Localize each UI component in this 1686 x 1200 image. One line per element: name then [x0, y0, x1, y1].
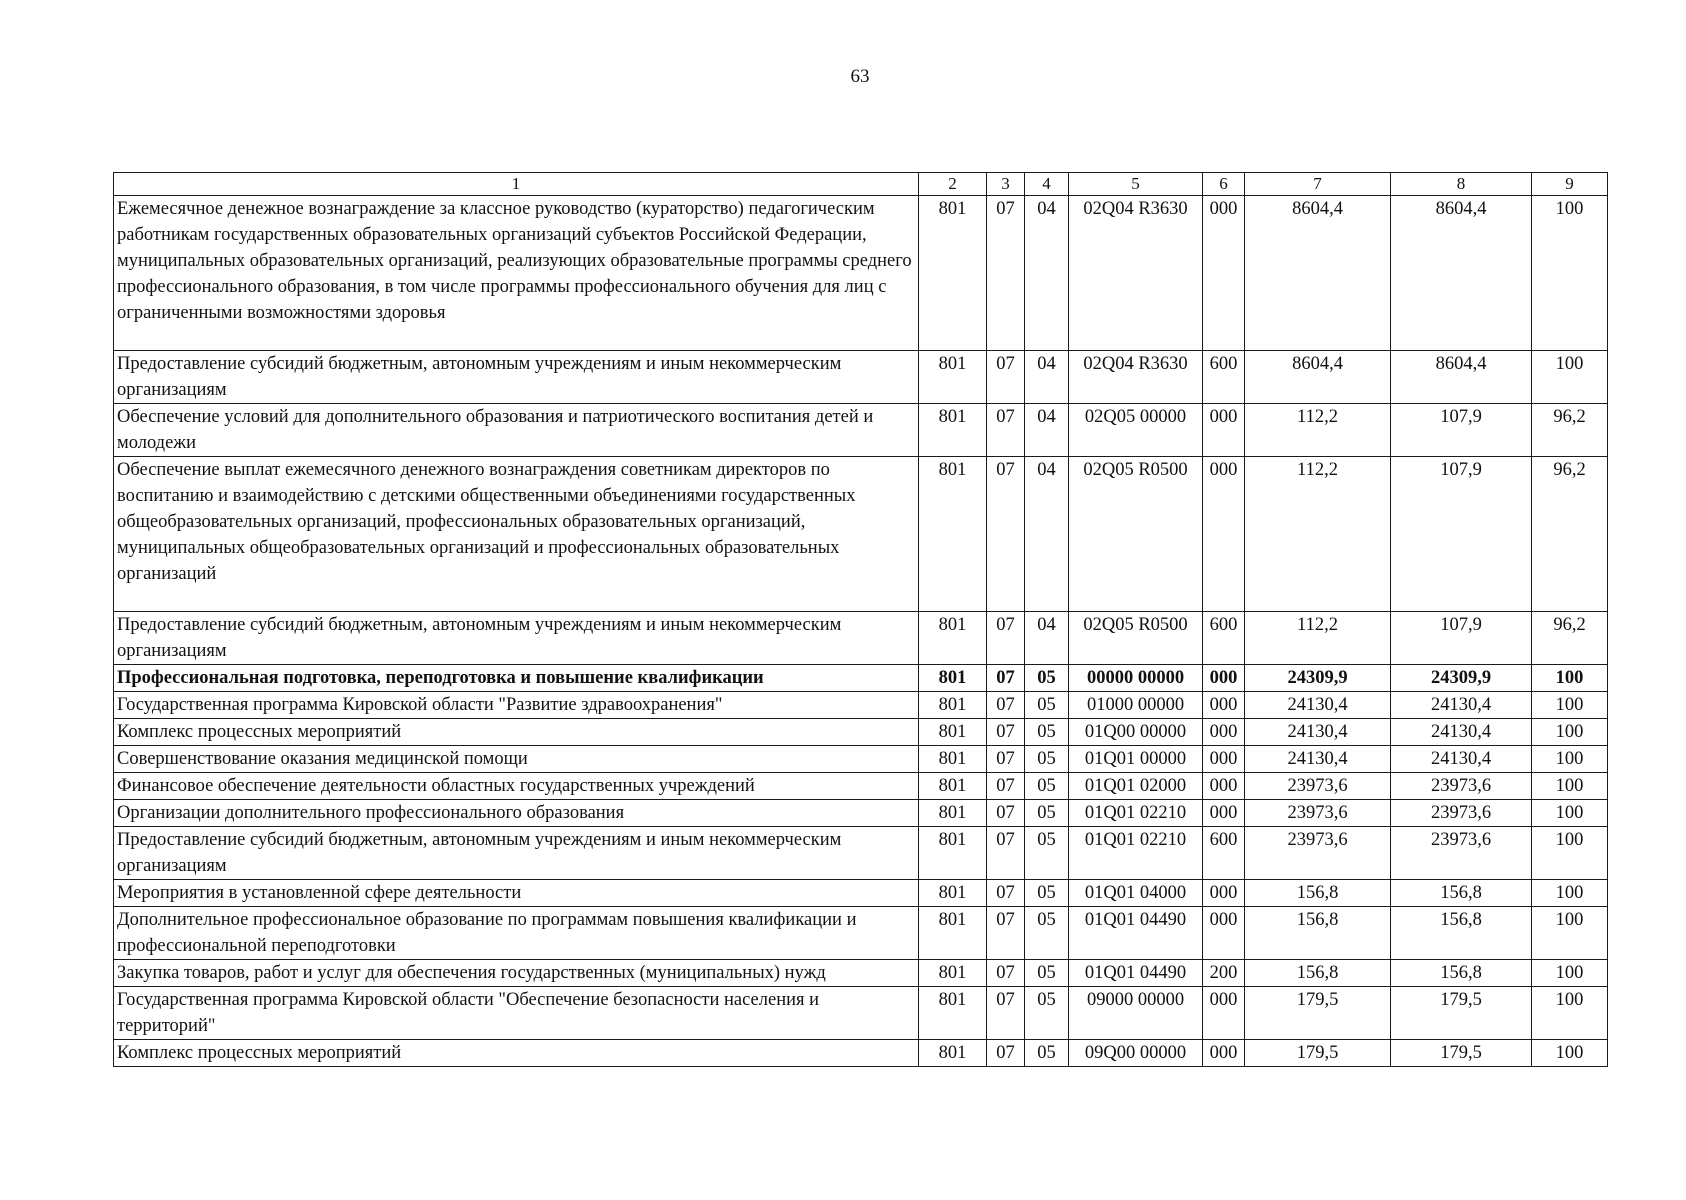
- cell-col9: 100: [1532, 907, 1608, 960]
- cell-col2: 801: [919, 665, 987, 692]
- cell-col8: 156,8: [1391, 960, 1532, 987]
- cell-col6: 000: [1203, 880, 1245, 907]
- row-name: Совершенствование оказания медицинской помощи: [114, 746, 919, 773]
- row-name: Предоставление субсидий бюджетным, автономным учреждениям и иным некоммерческим организациям: [114, 612, 919, 665]
- cell-col4: 04: [1025, 457, 1069, 612]
- row-name: Мероприятия в установленной сфере деятельности: [114, 880, 919, 907]
- cell-col6: 000: [1203, 457, 1245, 612]
- table-row: [114, 800, 1608, 827]
- cell-col4: 05: [1025, 665, 1069, 692]
- cell-col8: 23973,6: [1391, 827, 1532, 880]
- cell-col6: 000: [1203, 907, 1245, 960]
- cell-col4: 04: [1025, 196, 1069, 351]
- cell-col6: 000: [1203, 196, 1245, 351]
- cell-col2: 801: [919, 773, 987, 800]
- cell-col9: 96,2: [1532, 612, 1608, 665]
- cell-col3: 07: [987, 773, 1025, 800]
- cell-col2: 801: [919, 612, 987, 665]
- cell-col3: 07: [987, 692, 1025, 719]
- cell-col9: 100: [1532, 800, 1608, 827]
- row-name: Предоставление субсидий бюджетным, автономным учреждениям и иным некоммерческим организациям: [114, 827, 919, 880]
- cell-col6: 000: [1203, 719, 1245, 746]
- cell-col5: 01Q01 02000: [1069, 773, 1203, 800]
- cell-col5: 01Q01 00000: [1069, 746, 1203, 773]
- page-number: 63: [850, 66, 870, 87]
- cell-col8: 179,5: [1391, 1040, 1532, 1067]
- cell-col7: 156,8: [1245, 960, 1391, 987]
- column-header: 5: [1069, 173, 1203, 196]
- cell-col3: 07: [987, 880, 1025, 907]
- cell-col9: 100: [1532, 351, 1608, 404]
- cell-col9: 100: [1532, 773, 1608, 800]
- cell-col5: 02Q04 R3630: [1069, 351, 1203, 404]
- cell-col3: 07: [987, 987, 1025, 1040]
- cell-col5: 09000 00000: [1069, 987, 1203, 1040]
- cell-col2: 801: [919, 404, 987, 457]
- cell-col7: 112,2: [1245, 612, 1391, 665]
- column-header: 2: [919, 173, 987, 196]
- row-name: Предоставление субсидий бюджетным, автономным учреждениям и иным некоммерческим организациям: [114, 351, 919, 404]
- cell-col6: 000: [1203, 746, 1245, 773]
- cell-col8: 179,5: [1391, 987, 1532, 1040]
- table-row: [114, 719, 1608, 746]
- cell-col3: 07: [987, 196, 1025, 351]
- column-header: 7: [1245, 173, 1391, 196]
- cell-col5: 02Q05 00000: [1069, 404, 1203, 457]
- cell-col4: 05: [1025, 719, 1069, 746]
- table-row: [114, 692, 1608, 719]
- cell-col4: 05: [1025, 746, 1069, 773]
- cell-col8: 107,9: [1391, 457, 1532, 612]
- cell-col4: 04: [1025, 351, 1069, 404]
- cell-col4: 05: [1025, 907, 1069, 960]
- cell-col5: 01000 00000: [1069, 692, 1203, 719]
- table-row: [114, 1040, 1608, 1067]
- cell-col5: 02Q04 R3630: [1069, 196, 1203, 351]
- cell-col4: 05: [1025, 773, 1069, 800]
- cell-col9: 96,2: [1532, 404, 1608, 457]
- cell-col8: 23973,6: [1391, 773, 1532, 800]
- cell-col3: 07: [987, 404, 1025, 457]
- cell-col4: 05: [1025, 987, 1069, 1040]
- cell-col3: 07: [987, 457, 1025, 612]
- table-row: [114, 351, 1608, 404]
- table-row: [114, 827, 1608, 880]
- table-header-row: [114, 173, 1608, 196]
- cell-col5: 09Q00 00000: [1069, 1040, 1203, 1067]
- cell-col7: 24309,9: [1245, 665, 1391, 692]
- cell-col3: 07: [987, 746, 1025, 773]
- cell-col9: 100: [1532, 692, 1608, 719]
- cell-col4: 04: [1025, 612, 1069, 665]
- cell-col9: 100: [1532, 196, 1608, 351]
- cell-col6: 000: [1203, 773, 1245, 800]
- cell-col9: 96,2: [1532, 457, 1608, 612]
- cell-col8: 24130,4: [1391, 746, 1532, 773]
- table-row: [114, 196, 1608, 351]
- table-row: [114, 404, 1608, 457]
- cell-col9: 100: [1532, 665, 1608, 692]
- row-name: Комплекс процессных мероприятий: [114, 719, 919, 746]
- cell-col2: 801: [919, 719, 987, 746]
- cell-col9: 100: [1532, 987, 1608, 1040]
- cell-col8: 8604,4: [1391, 196, 1532, 351]
- cell-col7: 156,8: [1245, 880, 1391, 907]
- cell-col3: 07: [987, 665, 1025, 692]
- table-row: [114, 987, 1608, 1040]
- cell-col7: 8604,4: [1245, 196, 1391, 351]
- table-row: [114, 880, 1608, 907]
- cell-col9: 100: [1532, 719, 1608, 746]
- cell-col3: 07: [987, 612, 1025, 665]
- cell-col2: 801: [919, 880, 987, 907]
- cell-col7: 156,8: [1245, 907, 1391, 960]
- cell-col5: 01Q00 00000: [1069, 719, 1203, 746]
- cell-col2: 801: [919, 800, 987, 827]
- cell-col3: 07: [987, 907, 1025, 960]
- cell-col8: 156,8: [1391, 880, 1532, 907]
- cell-col4: 04: [1025, 404, 1069, 457]
- table-row: [114, 907, 1608, 960]
- row-name: Государственная программа Кировской области "Развитие здравоохранения": [114, 692, 919, 719]
- row-name: Закупка товаров, работ и услуг для обеспечения государственных (муниципальных) нужд: [114, 960, 919, 987]
- cell-col2: 801: [919, 907, 987, 960]
- row-name: Финансовое обеспечение деятельности областных государственных учреждений: [114, 773, 919, 800]
- cell-col5: 02Q05 R0500: [1069, 612, 1203, 665]
- cell-col9: 100: [1532, 1040, 1608, 1067]
- cell-col8: 23973,6: [1391, 800, 1532, 827]
- cell-col6: 600: [1203, 827, 1245, 880]
- cell-col5: 02Q05 R0500: [1069, 457, 1203, 612]
- cell-col2: 801: [919, 351, 987, 404]
- cell-col2: 801: [919, 457, 987, 612]
- cell-col2: 801: [919, 960, 987, 987]
- cell-col6: 600: [1203, 351, 1245, 404]
- cell-col4: 05: [1025, 692, 1069, 719]
- cell-col8: 24309,9: [1391, 665, 1532, 692]
- cell-col6: 000: [1203, 692, 1245, 719]
- cell-col6: 000: [1203, 665, 1245, 692]
- cell-col7: 23973,6: [1245, 773, 1391, 800]
- cell-col7: 112,2: [1245, 457, 1391, 612]
- cell-col7: 112,2: [1245, 404, 1391, 457]
- row-name: Комплекс процессных мероприятий: [114, 1040, 919, 1067]
- cell-col3: 07: [987, 719, 1025, 746]
- cell-col3: 07: [987, 351, 1025, 404]
- table-row: [114, 746, 1608, 773]
- cell-col3: 07: [987, 827, 1025, 880]
- table-row: [114, 773, 1608, 800]
- cell-col8: 8604,4: [1391, 351, 1532, 404]
- table-row: [114, 960, 1608, 987]
- row-name: Обеспечение выплат ежемесячного денежного вознаграждения советникам директоров по воспитанию и взаимодействию с детскими общественными объединениями государственных общеобразовательных организаций, профессиональных образовательных организаций, муниципальных общеобразовательных организаций и профессиональных образовательных организаций: [114, 457, 919, 612]
- cell-col5: 00000 00000: [1069, 665, 1203, 692]
- cell-col6: 000: [1203, 800, 1245, 827]
- cell-col5: 01Q01 02210: [1069, 800, 1203, 827]
- cell-col4: 05: [1025, 880, 1069, 907]
- row-name: Дополнительное профессиональное образование по программам повышения квалификации и профессиональной переподготовки: [114, 907, 919, 960]
- row-name: Организации дополнительного профессионального образования: [114, 800, 919, 827]
- column-header: 4: [1025, 173, 1069, 196]
- cell-col9: 100: [1532, 960, 1608, 987]
- cell-col8: 24130,4: [1391, 692, 1532, 719]
- column-header: 1: [114, 173, 919, 196]
- cell-col6: 600: [1203, 612, 1245, 665]
- column-header: 8: [1391, 173, 1532, 196]
- cell-col2: 801: [919, 746, 987, 773]
- cell-col4: 05: [1025, 1040, 1069, 1067]
- cell-col3: 07: [987, 1040, 1025, 1067]
- column-header: 9: [1532, 173, 1608, 196]
- cell-col6: 200: [1203, 960, 1245, 987]
- row-name: Ежемесячное денежное вознаграждение за классное руководство (кураторство) педагогическим работникам государственных образовательных организаций субъектов Российской Федерации, муниципальных образовательных организаций, реализующих образовательные программы среднего профессионального образования, в том числе программы профессионального обучения для лиц с ограниченными возможностями здоровья: [114, 196, 919, 351]
- cell-col3: 07: [987, 960, 1025, 987]
- cell-col9: 100: [1532, 880, 1608, 907]
- cell-col5: 01Q01 04490: [1069, 960, 1203, 987]
- cell-col7: 24130,4: [1245, 746, 1391, 773]
- cell-col8: 107,9: [1391, 612, 1532, 665]
- column-header: 3: [987, 173, 1025, 196]
- cell-col7: 24130,4: [1245, 719, 1391, 746]
- cell-col6: 000: [1203, 1040, 1245, 1067]
- cell-col8: 24130,4: [1391, 719, 1532, 746]
- table-row: [114, 457, 1608, 612]
- cell-col5: 01Q01 04490: [1069, 907, 1203, 960]
- cell-col7: 23973,6: [1245, 800, 1391, 827]
- table-row-section-total: [114, 665, 1608, 692]
- cell-col8: 107,9: [1391, 404, 1532, 457]
- column-header: 6: [1203, 173, 1245, 196]
- cell-col2: 801: [919, 692, 987, 719]
- cell-col4: 05: [1025, 960, 1069, 987]
- cell-col7: 179,5: [1245, 1040, 1391, 1067]
- cell-col8: 156,8: [1391, 907, 1532, 960]
- cell-col7: 179,5: [1245, 987, 1391, 1040]
- table-row: [114, 612, 1608, 665]
- cell-col9: 100: [1532, 827, 1608, 880]
- cell-col4: 05: [1025, 800, 1069, 827]
- cell-col4: 05: [1025, 827, 1069, 880]
- cell-col5: 01Q01 02210: [1069, 827, 1203, 880]
- cell-col6: 000: [1203, 987, 1245, 1040]
- cell-col5: 01Q01 04000: [1069, 880, 1203, 907]
- row-name: Обеспечение условий для дополнительного образования и патриотического воспитания детей и молодежи: [114, 404, 919, 457]
- cell-col6: 000: [1203, 404, 1245, 457]
- cell-col7: 8604,4: [1245, 351, 1391, 404]
- cell-col2: 801: [919, 1040, 987, 1067]
- cell-col9: 100: [1532, 746, 1608, 773]
- row-name: Государственная программа Кировской области "Обеспечение безопасности населения и территорий": [114, 987, 919, 1040]
- row-name: Профессиональная подготовка, переподготовка и повышение квалификации: [114, 665, 919, 692]
- cell-col2: 801: [919, 827, 987, 880]
- cell-col7: 24130,4: [1245, 692, 1391, 719]
- cell-col3: 07: [987, 800, 1025, 827]
- cell-col2: 801: [919, 987, 987, 1040]
- cell-col2: 801: [919, 196, 987, 351]
- budget-table: [113, 172, 1608, 1067]
- cell-col7: 23973,6: [1245, 827, 1391, 880]
